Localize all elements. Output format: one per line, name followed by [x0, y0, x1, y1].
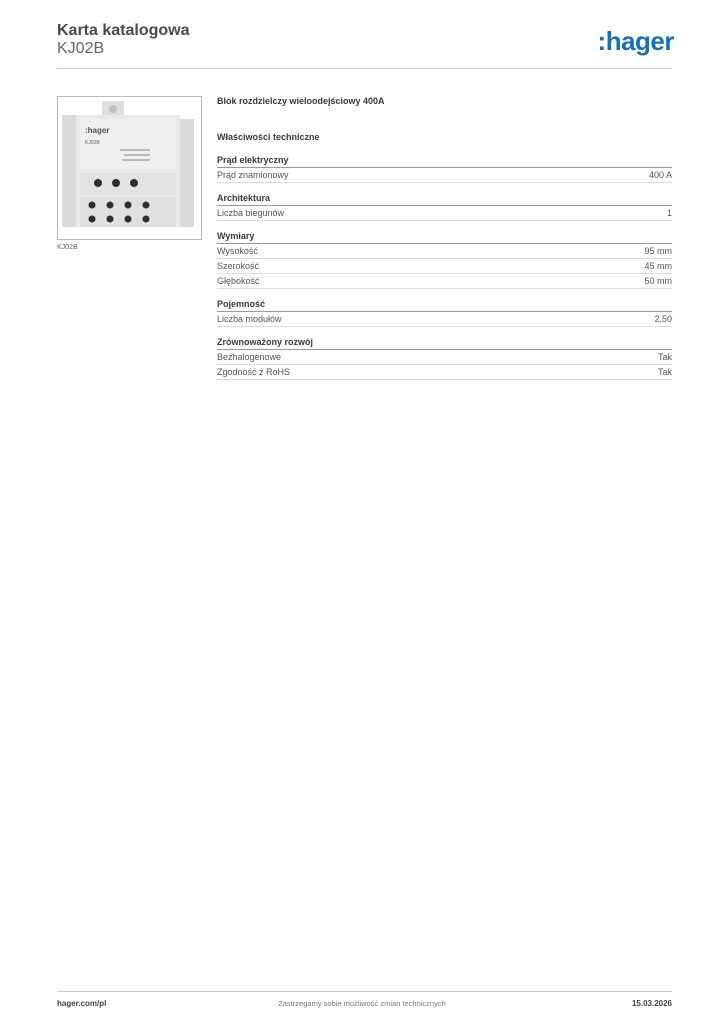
spec-group-sustainability [217, 337, 672, 380]
spec-group-dimensions [217, 231, 672, 289]
spec-group-electric-current [217, 155, 672, 183]
spec-row [217, 365, 672, 380]
document-title: Karta katalogowa [57, 22, 190, 39]
product-title: Blok rozdzielczy wieloodejściowy 400A [217, 96, 385, 106]
spec-row [217, 168, 672, 183]
image-brand-text: :hager [85, 126, 110, 135]
spec-label: Prąd znamionowy [217, 170, 289, 180]
spec-value: Tak [657, 367, 672, 377]
document-subtitle: KJ02B [57, 40, 105, 57]
spec-label: Liczba biegunów [217, 208, 285, 218]
header-divider [57, 68, 672, 69]
spec-value: 95 mm [644, 246, 672, 256]
product-image [57, 96, 202, 240]
footer-website-link[interactable]: hager.com/pl [57, 999, 107, 1008]
spec-sheet [217, 96, 672, 390]
spec-row [217, 244, 672, 259]
spec-label: Wysokość [217, 246, 258, 256]
spec-value: 45 mm [644, 261, 672, 271]
spec-group-title: Wymiary [217, 231, 672, 244]
spec-row [217, 206, 672, 221]
spec-label: Zgodność z RoHS [217, 367, 291, 377]
footer-notice: Zastrzegamy sobie możliwość zmian technicznych [278, 999, 446, 1008]
spec-group-title: Zrównoważony rozwój [217, 337, 672, 350]
spec-label: Szerokość [217, 261, 260, 271]
spec-row [217, 312, 672, 327]
spec-group-title: Architektura [217, 193, 672, 206]
spec-value: 1 [666, 208, 672, 218]
spec-value: 50 mm [644, 276, 672, 286]
spec-row [217, 259, 672, 274]
spec-value: 400 A [648, 170, 672, 180]
spec-group-capacity [217, 299, 672, 327]
spec-label: Bezhalogenowe [217, 352, 282, 362]
technical-properties-heading: Właściwości techniczne [217, 132, 320, 142]
spec-row [217, 350, 672, 365]
spec-row [217, 274, 672, 289]
footer-date: 15.03.2026 [631, 999, 672, 1008]
spec-group-title: Pojemność [217, 299, 672, 312]
spec-label: Głębokość [217, 276, 260, 286]
spec-label: Liczba modułów [217, 314, 282, 324]
image-model-text: KJ02B [85, 140, 100, 146]
spec-value: 2,50 [654, 314, 672, 324]
distribution-block-illustration [58, 97, 201, 239]
spec-group-architecture [217, 193, 672, 221]
footer-divider [57, 991, 672, 992]
spec-value: Tak [657, 352, 672, 362]
spec-group-title: Prąd elektryczny [217, 155, 672, 168]
hager-logo: :hager [597, 26, 674, 56]
product-image-caption: KJ02B [57, 244, 78, 251]
